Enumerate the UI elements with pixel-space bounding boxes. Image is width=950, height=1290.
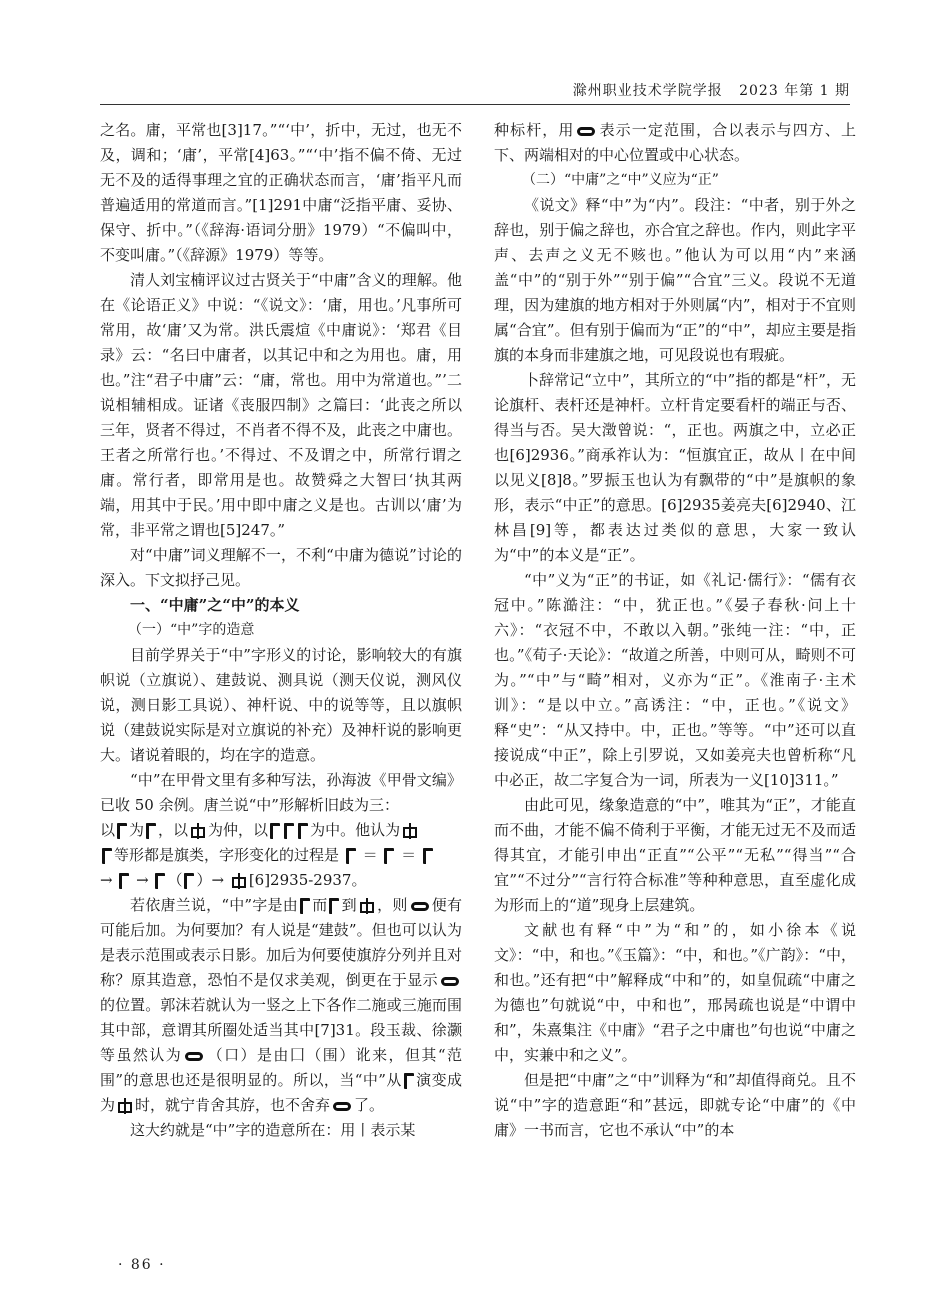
oval-glyph-icon [411,902,429,911]
glyph-line: 以 为 ，以 为仲，以 为中。他认为 [100,818,462,843]
issue-label: 2023 年第 1 期 [739,83,850,99]
paragraph: 若依唐兰说，“中”字是由 而 到 ，则 便有可能后加。为何要加？有人说是“建鼓”。但也可以认为是表示范围或表示日影。加后为何要使旗斿分列并且对称？原其造意，恐怕不是仅求美观，倒更在于显示的位置。郭沫若就认为一竖之上下各作二施或三施而围其中部，意谓其所圈处适当其中[7]31。段玉裁、徐灏等虽然认为 （口）是由囗（围）讹来，但其“范围”的意思也还是很明显的。所以，当“中”从 演变成为 时，就宁肯舍其斿，也不舍弃 了。 [100,896,462,1114]
paragraph: 这大约就是“中”字的造意所在：用丨表示某 [130,1121,416,1139]
zhong-glyph-icon [231,873,247,889]
oval-glyph-icon [185,1052,203,1061]
oracle-glyph-icon [329,898,339,914]
oracle-glyph-icon [184,873,194,889]
oracle-glyph-icon [155,873,165,889]
paragraph: 《说文》释“中”为“内”。段注：“中者，别于外之辞也，别于偏之辞也，亦合宜之辞也。作内，则此字平声、去声之义无不赅也。”他认为可以用“内”来涵盖“中”的“别于外”“别于偏”“合宜”三义。段说不无道理，因为建旗的地方相对于外则属“内”，相对于不宜则属“合宜”。但有别于偏而为“正”的“中”，却应主要是指旗的本身而非建旗之地，可见段说也有瑕疵。 [494,196,856,364]
paragraph: 卜辞常记“立中”，其所立的“中”指的都是“杆”，无论旗杆、表杆还是神杆。立杆肯定要看杆的端正与否、得当与否。吴大澂曾说：“，正也。两旗之中，立必正也[6]2936。”商承祚认为：“恒旗宜正，故从丨在中间以见义[8]8。”罗振玉也认为有飘带的“中”是旗帜的象形，表示“中正”的意思。[6]2935姜亮夫[6]2940、江林昌[9]等，都表达过类似的意思，大家一致认为“中”的本义是“正”。 [494,371,856,564]
subsection-heading: （一）“中”字的造意 [128,622,255,638]
oracle-glyph-icon [404,1073,414,1089]
paragraph: 目前学界关于“中”字形义的讨论，影响较大的有旗帜说（立旗说）、建鼓说、测具说（测天仪说，测风仪说，测日影工具说）、神杆说、中的说等等，且以旗帜说（建鼓说实际是对立旗说的补充）及神杆说的影响更大。诸说着眼的，均在字的造意。 [100,646,462,764]
oracle-glyph-icon [298,823,308,839]
right-column [494,118,856,1143]
oval-glyph-icon [577,127,595,136]
zhong-glyph-icon [359,898,375,914]
oracle-glyph-icon [346,848,356,864]
oracle-glyph-icon [146,823,156,839]
page-number: · 86 · [118,1257,166,1273]
oracle-glyph-icon [423,848,433,864]
page-header [100,78,850,105]
zhong-glyph-icon [402,823,418,839]
paragraph: “中”在甲骨文里有多种写法，孙海波《甲骨文编》已收 50 余例。唐兰说“中”形解析旧歧为三： [100,771,462,814]
zhong-glyph-icon [117,1098,133,1114]
paragraph: 种标杆，用 表示一定范围，合以表示与四方、上下、两端相对的中心位置或中心状态。 [494,121,856,164]
oracle-glyph-icon [300,898,310,914]
glyph-line: → → （ ）→ [6]2935-2937。 [100,871,367,889]
paragraph: “中”义为“正”的书证，如《礼记·儒行》：“儒有衣冠中。”陈澔注：“中，犹正也。”《晏子春秋·问上十六》：“衣冠不中，不敢以入朝。”张纯一注：“中，正也。”《荀子·天论》：“故道之所善，中则可从，畸则不可为。”“中”与“畸”相对，义亦为“正”。《淮南子·主术训》：“是以中立。”高诱注：“中，正也。”《说文》释“史”：“从又持中。中，正也。”等等。“中”还可以直接说成“中正”，除上引罗说，又如姜亮夫也曾析称“凡中必正，故二字复合为一词，所表为一义[10]311。” [494,571,856,789]
paragraph: 由此可见，缘象造意的“中”，唯其为“正”，才能直而不曲，才能不偏不倚利于平衡，才能无过无不及而适得其宜，才能引申出“正直”“公平”“无私”“得当”“合宜”“不过分”“言行符合标准”等种种意思，直至虚化成为形而上的“道”现身上层建筑。 [494,796,856,914]
section-heading: 一、“中庸”之“中”的本义 [130,596,300,614]
oracle-glyph-icon [270,823,280,839]
paragraph: 但是把“中庸”之“中”训释为“和”却值得商兑。且不说“中”字的造意距“和”甚远，即就专论“中庸”的《中庸》一书而言，它也不承认“中”的本 [494,1071,856,1139]
oval-glyph-icon [441,977,459,986]
oracle-glyph-icon [102,848,112,864]
subsection-heading: （二）“中庸”之“中”义应为“正” [522,172,719,188]
paragraph: 文献也有释“中”为“和”的，如小徐本《说文》：“中，和也。”《玉篇》：“中，和也。”《广韵》：“中，和也。”还有把“中”解释成“中和”的，如皇侃疏“中庸之为德也”句就说“中，中和也”，邢昺疏也说是“中谓中和”，朱熹集注《中庸》“君子之中庸也”句也说“中庸之中，实兼中和之义”。 [494,921,856,1064]
oracle-glyph-icon [384,848,394,864]
paragraph: 清人刘宝楠评议过古贤关于“中庸”含义的理解。他在《论语正义》中说：“《说文》：‘庸，用也。’凡事所可常用，故‘庸’又为常。洪氏震煊《中庸说》：‘郑君《目录》云：“名曰中庸者，以其记中和之为用也。庸，用也。”注“君子中庸”云：“庸，常也。用中为常道也。”’二说相辅相成。证诸《丧服四制》之篇曰：‘此丧之所以三年，贤者不得过，不肖者不得不及，此丧之中庸也。王者之所常行也。’不得过、不及谓之中，所常行谓之庸。常行者，即常用是也。故赞舜之大智曰‘执其两端，用其中于民。’用中即中庸之义是也。古训以‘庸’为常，非平常之谓也[5]247。” [100,271,462,539]
journal-name: 滁州职业技术学院学报 [572,83,723,99]
zhong-glyph-icon [190,823,206,839]
oracle-glyph-icon [117,823,127,839]
oracle-glyph-icon [119,873,129,889]
left-column [100,118,462,1143]
paragraph: 之名。庸，平常也[3]17。”“‘中’，折中，无过，也无不及，调和；‘庸’，平常[4]63。”“‘中’指不偏不倚、无过无不及的适得事理之宜的正确状态而言，‘庸’指平凡而普遍适用的常道而言。”[1]291中庸“泛指平庸、妥协、保守、折中。”（《辞海·语词分册》1979）“不偏叫中，不变叫庸。”（《辞源》1979）等等。 [100,121,462,264]
paragraph: 对“中庸”词义理解不一，不利“中庸为德说”讨论的深入。下文拟抒己见。 [100,546,462,589]
oval-glyph-icon [333,1102,351,1111]
oracle-glyph-icon [284,823,294,839]
glyph-line: 等形都是旗类，字形变化的过程是 ＝ ＝ [100,843,462,868]
